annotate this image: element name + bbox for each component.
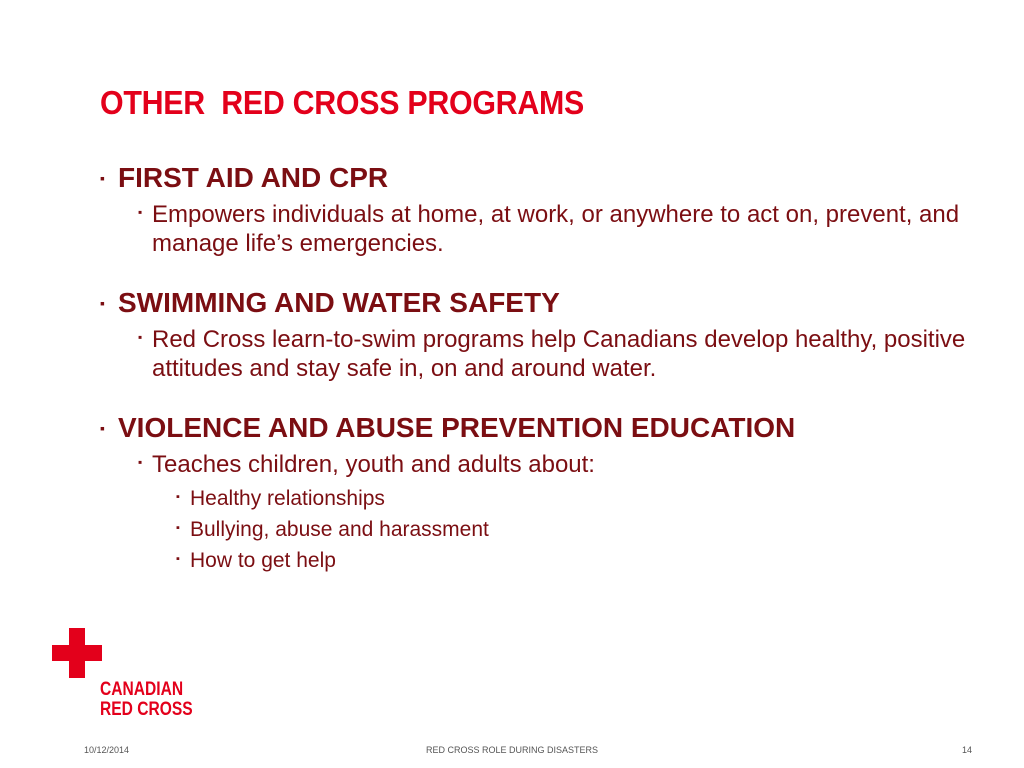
section-point: ▪ Teaches children, youth and adults about: (138, 450, 1000, 479)
square-bullet-icon: ▪ (100, 295, 105, 311)
section-swimming (100, 285, 1000, 383)
section-heading: ▪ SWIMMING AND WATER SAFETY (100, 285, 1000, 321)
square-bullet-icon: ▪ (100, 170, 105, 186)
logo-wordmark: CANADIAN RED CROSS (100, 679, 193, 720)
slide-content (100, 160, 1000, 603)
sub-point-list (176, 483, 1000, 576)
section-point: ▪ Empowers individuals at home, at work, or anywhere to act on, prevent, and manage life’s emergencies. (138, 200, 1000, 258)
footer-page-number: 14 (961, 745, 972, 755)
square-bullet-icon: ▪ (138, 455, 143, 469)
section-point: ▪ Red Cross learn-to-swim programs help Canadians develop healthy, positive attitudes and stay safe in, on and around water. (138, 325, 1000, 383)
footer-title: RED CROSS ROLE DURING DISASTERS (425, 745, 599, 755)
sub-point: ▪ How to get help (176, 545, 1000, 576)
square-bullet-icon: ▪ (138, 205, 143, 219)
square-bullet-icon: ▪ (176, 553, 180, 565)
canadian-red-cross-logo (52, 628, 212, 718)
slide-title: OTHER RED CROSS PROGRAMS (100, 84, 584, 121)
footer-date: 10/12/2014 (84, 745, 130, 755)
square-bullet-icon: ▪ (176, 522, 180, 534)
square-bullet-icon: ▪ (138, 330, 143, 344)
section-violence-prevention (100, 410, 1000, 576)
sub-point: ▪ Healthy relationships (176, 483, 1000, 514)
square-bullet-icon: ▪ (176, 491, 180, 503)
sub-point: ▪ Bullying, abuse and harassment (176, 514, 1000, 545)
section-heading: ▪ FIRST AID AND CPR (100, 160, 1000, 196)
section-heading: ▪ VIOLENCE AND ABUSE PREVENTION EDUCATION (100, 410, 1000, 446)
section-first-aid (100, 160, 1000, 258)
square-bullet-icon: ▪ (100, 420, 105, 436)
red-cross-icon (52, 628, 102, 678)
